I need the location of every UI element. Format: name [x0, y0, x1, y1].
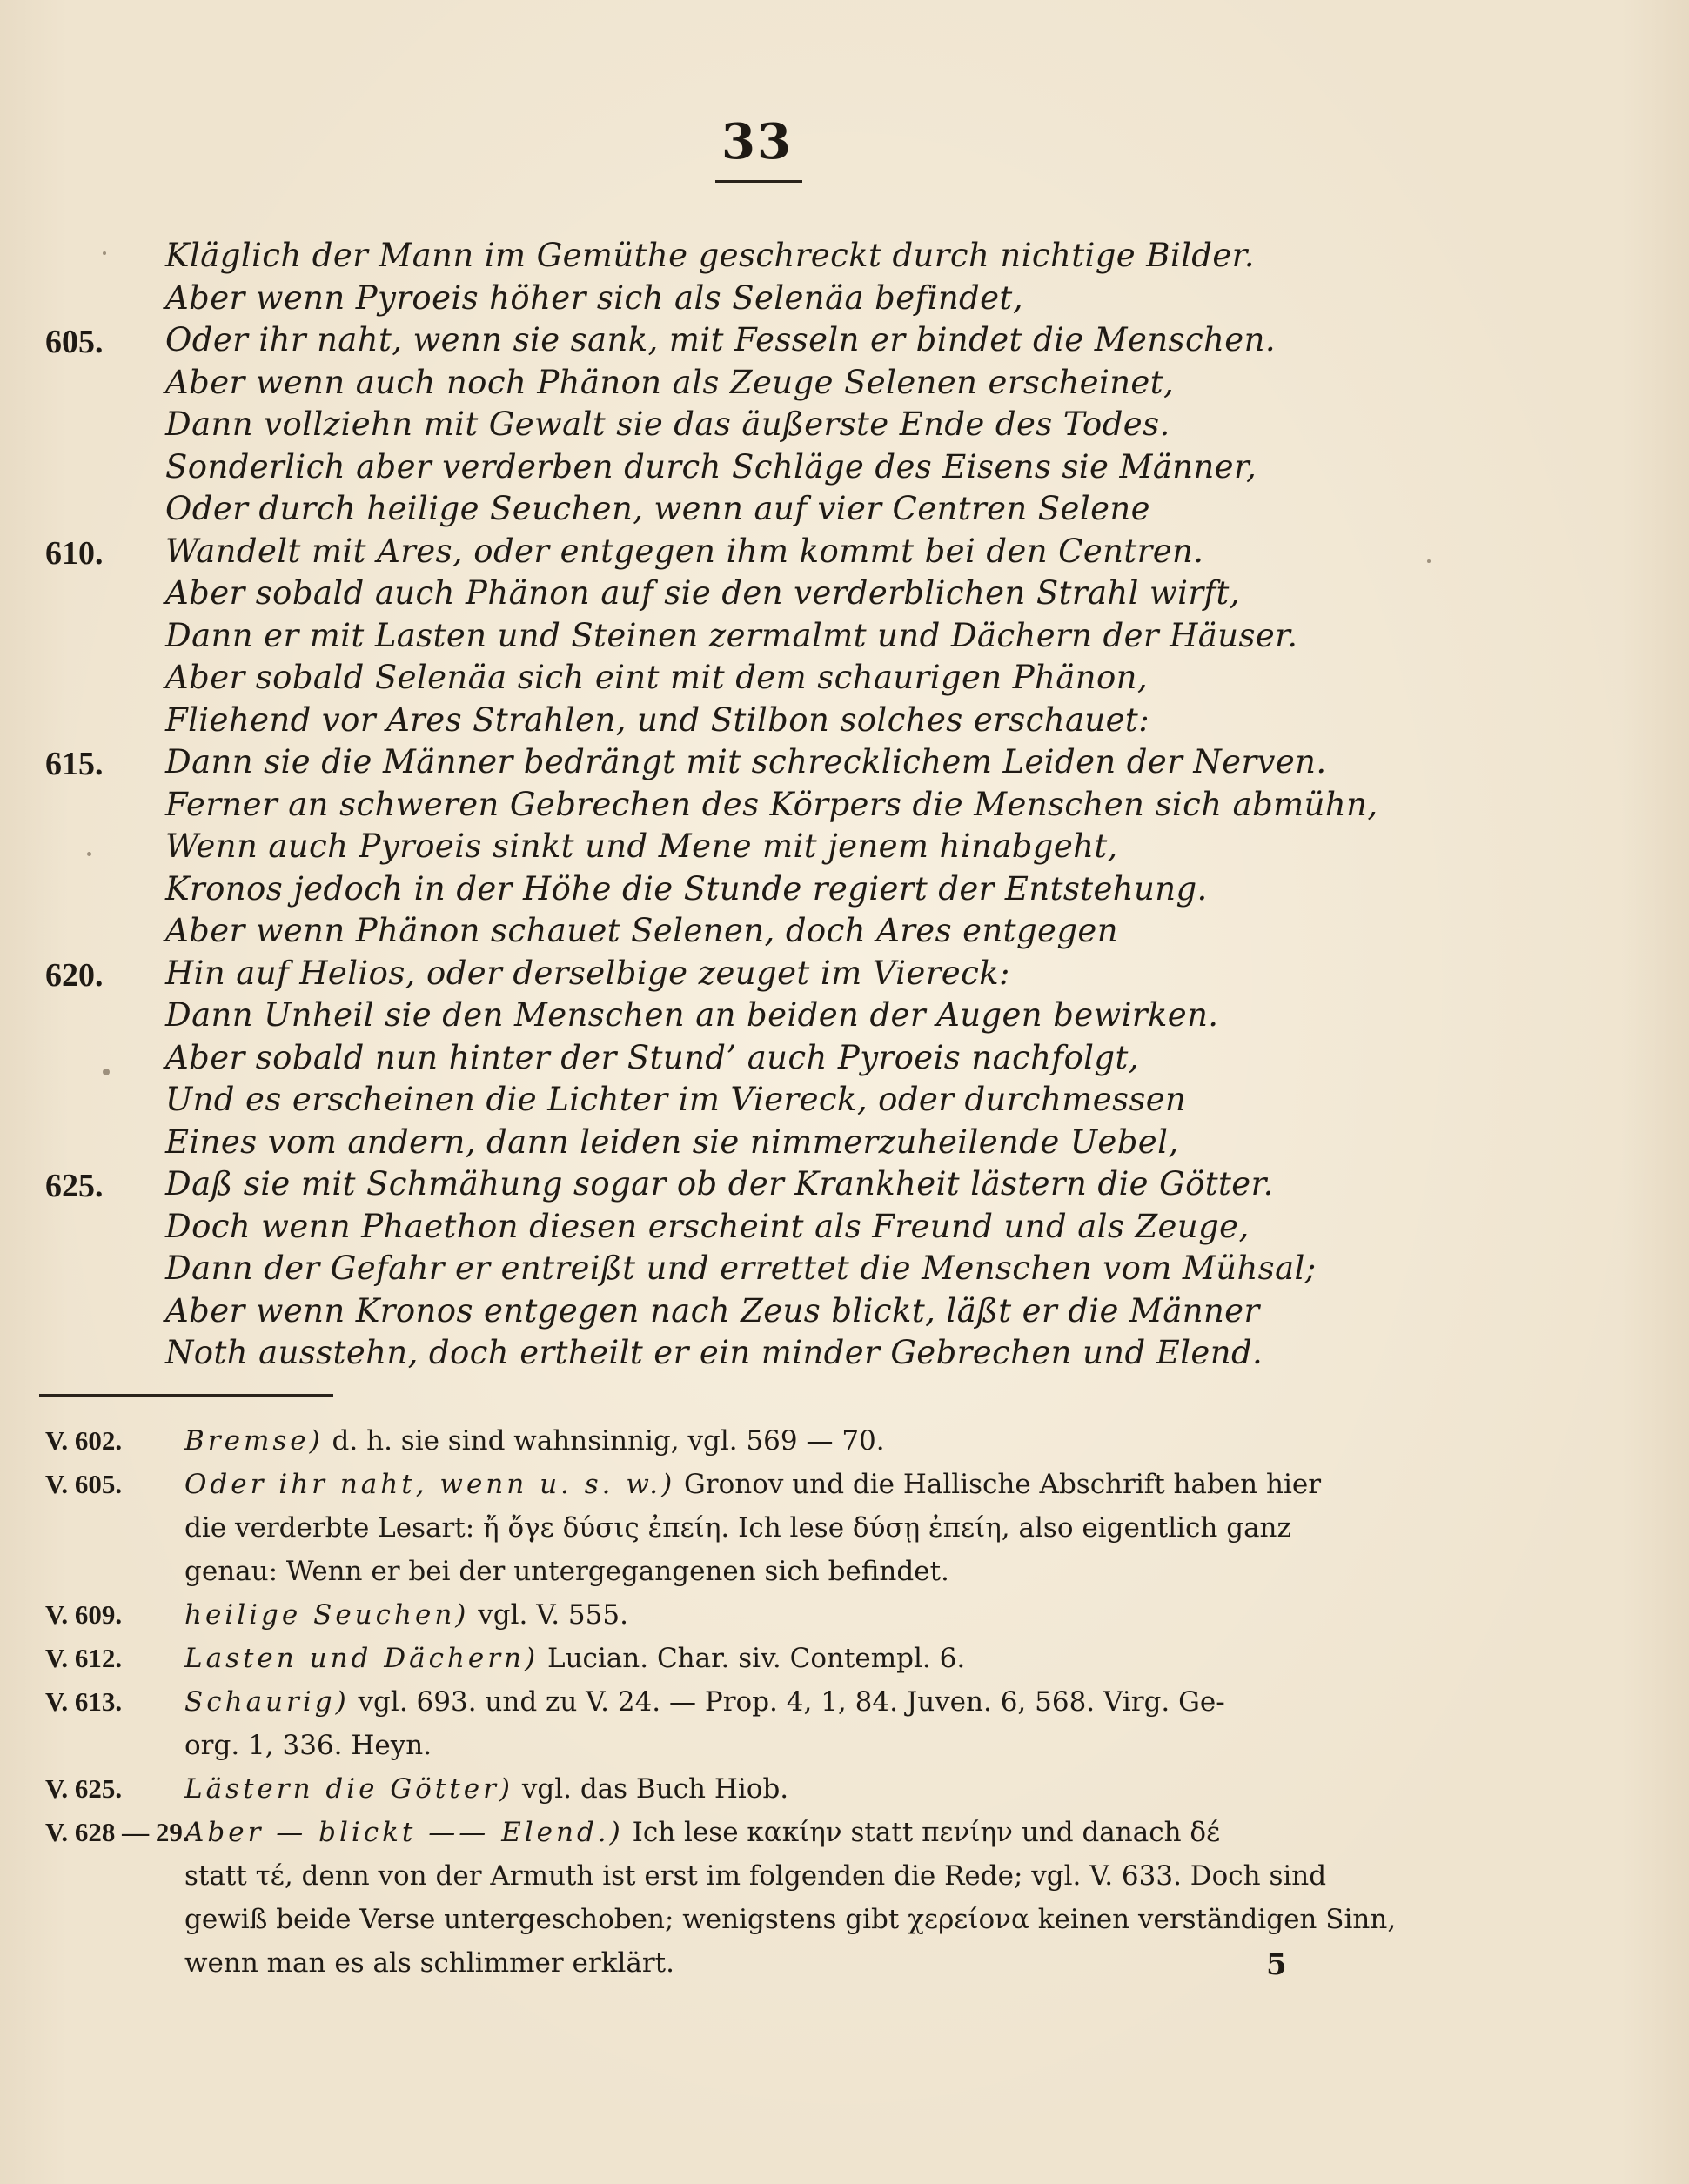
- footnote-body: wenn man es als schlimmer erklärt.: [184, 1947, 674, 1979]
- verse-line: [0, 1037, 1689, 1080]
- verse-text: Aber wenn Phänon schauet Selenen, doch Ares entgegen: [165, 912, 1118, 949]
- footnote-line: [0, 1899, 1689, 1942]
- footnote-text: [184, 1512, 1472, 1544]
- footnote-body: genau: Wenn er bei der untergegangenen sich befindet.: [184, 1556, 949, 1587]
- paper-speck: [103, 251, 106, 255]
- verse-text: Aber sobald auch Phänon auf sie den verderblichen Strahl wirft,: [165, 574, 1240, 612]
- verse-line: [0, 784, 1689, 827]
- footnote-body: die verderbte Lesart: ἤ ὄγε δύσις ἐπείη. Ich lese δύσῃ ἐπείη, also eigentlich ganz: [184, 1512, 1291, 1544]
- verse-text: Sonderlich aber verderben durch Schläge des Eisens sie Männer,: [165, 447, 1257, 486]
- footnote-line: [0, 1681, 1689, 1725]
- verse-text: Daß sie mit Schmähung sogar ob der Krankheit lästern die Götter.: [165, 1165, 1274, 1203]
- verse-line: [0, 1332, 1689, 1375]
- footnote-lemma: heilige Seuchen): [184, 1599, 470, 1631]
- footnote-text: [184, 1817, 1472, 1848]
- footnotes: [0, 1420, 1689, 1986]
- verse-text: Doch wenn Phaethon diesen erscheint als Freund und als Zeuge,: [165, 1207, 1250, 1245]
- footnote-line: [0, 1768, 1689, 1812]
- verse-text: Noth ausstehn, doch ertheilt er ein minder Gebrechen und Elend.: [165, 1334, 1263, 1371]
- footnote-reference: V. 609.: [45, 1599, 123, 1630]
- verse-text: Oder ihr naht, wenn sie sank, mit Fesseln er bindet die Menschen.: [165, 321, 1276, 358]
- footnote-text: [184, 1643, 1472, 1674]
- verse-text: Ferner an schweren Gebrechen des Körpers die Menschen sich abmühn,: [165, 785, 1378, 823]
- footnote-text: [184, 1425, 1472, 1457]
- verse-text: Aber wenn auch noch Phänon als Zeuge Selenen erscheinet,: [165, 363, 1175, 401]
- verse-text: Fliehend vor Ares Strahlen, und Stilbon solches erschauet:: [165, 700, 1150, 739]
- footnote-line: [0, 1812, 1689, 1855]
- footnote-reference: V. 602.: [45, 1425, 123, 1456]
- footnote-body: Gronov und die Hallische Abschrift haben hier: [675, 1469, 1322, 1500]
- footnote-body: org. 1, 336. Heyn.: [184, 1730, 432, 1761]
- footnote-lemma: Schaurig): [184, 1686, 350, 1718]
- verse-text: Eines vom andern, dann leiden sie nimmerzuheilende Uebel,: [165, 1122, 1179, 1161]
- footnote-reference: V. 625.: [45, 1773, 123, 1804]
- footnote-line: [0, 1855, 1689, 1899]
- footnote-lemma: Oder ihr naht, wenn u. s. w.): [184, 1469, 676, 1500]
- verse-text: Aber wenn Kronos entgegen nach Zeus blickt, läßt er die Männer: [165, 1291, 1260, 1330]
- verse-text: Aber sobald Selenäa sich eint mit dem schaurigen Phänon,: [165, 659, 1149, 696]
- footnote-body: statt τέ, denn von der Armuth ist erst im folgenden die Rede; vgl. V. 633. Doch sind: [184, 1860, 1327, 1892]
- footnote-line: [0, 1638, 1689, 1681]
- verse-number: 610.: [45, 534, 104, 572]
- footnote-text: [184, 1556, 1472, 1587]
- page-number-rule: [715, 180, 802, 183]
- footnote-reference: V. 628 — 29.: [45, 1817, 190, 1847]
- verse-line: [0, 868, 1689, 911]
- footnote-line: [0, 1942, 1689, 1986]
- verse-text: Kläglich der Mann im Gemüthe geschreckt durch nichtige Bilder.: [165, 237, 1255, 274]
- footnote-separator: [39, 1394, 333, 1397]
- paper-speck: [1427, 559, 1431, 563]
- verse-number: 620.: [45, 956, 104, 994]
- verse-text: Hin auf Helios, oder derselbige zeuget im Viereck:: [165, 954, 1010, 992]
- footnote-text: [184, 1730, 1472, 1761]
- footnote-line: [0, 1594, 1689, 1638]
- verse-number: 625.: [45, 1168, 104, 1204]
- footnote-lemma: Lästern die Götter): [184, 1773, 513, 1805]
- footnote-body: Lucian. Char. siv. Contempl. 6.: [539, 1643, 966, 1674]
- footnote-text: [184, 1904, 1472, 1935]
- footnote-text: [184, 1469, 1472, 1500]
- verse-line: [0, 1079, 1689, 1122]
- verse-line: [0, 995, 1689, 1037]
- verse-text: Kronos jedoch in der Höhe die Stunde regiert der Entstehung.: [165, 869, 1208, 908]
- footnote-body: gewiß beide Verse untergeschoben; wenigstens gibt χερείονα keinen verständigen Sinn,: [184, 1904, 1397, 1935]
- verse-line: [0, 235, 1689, 278]
- verse-text: Dann vollziehn mit Gewalt sie das äußerste Ende des Todes.: [165, 405, 1170, 443]
- paper-speck: [87, 852, 91, 856]
- paper-speck: [103, 1069, 110, 1075]
- verse-line: [0, 657, 1689, 700]
- verse-text: Aber wenn Pyroeis höher sich als Selenäa befindet,: [165, 278, 1023, 317]
- verse-number: 605.: [45, 324, 104, 360]
- verse-line: [0, 826, 1689, 868]
- verse-text: Dann Unheil sie den Menschen an beiden der Augen bewirken.: [165, 996, 1219, 1034]
- verse-text: Dann sie die Männer bedrängt mit schrecklichem Leiden der Nerven.: [165, 743, 1327, 780]
- footnote-reference: V. 613.: [45, 1686, 123, 1717]
- verse-text: Oder durch heilige Seuchen, wenn auf vier Centren Selene: [165, 490, 1150, 527]
- verse-line: [0, 531, 1689, 573]
- verse-line: [0, 1290, 1689, 1333]
- verse-text: Dann der Gefahr er entreißt und errettet die Menschen vom Mühsal;: [165, 1249, 1317, 1287]
- footnote-reference: V. 605.: [45, 1469, 123, 1499]
- footnote-body: vgl. 693. und zu V. 24. — Prop. 4, 1, 84. Juven. 6, 568. Virg. Ge-: [349, 1686, 1225, 1718]
- verse-line: [0, 362, 1689, 405]
- footnote-lemma: Bremse): [184, 1425, 324, 1457]
- verse-line: [0, 1206, 1689, 1249]
- footnote-text: [184, 1860, 1472, 1892]
- verse-line: [0, 741, 1689, 784]
- footnote-text: [184, 1599, 1472, 1631]
- verse-line: [0, 319, 1689, 362]
- verse-line: [0, 446, 1689, 489]
- verse-block: [0, 235, 1689, 1375]
- footnote-line: [0, 1725, 1689, 1768]
- verse-line: [0, 953, 1689, 995]
- verse-line: [0, 404, 1689, 446]
- page-number: 33: [721, 113, 793, 171]
- footnote-text: [184, 1686, 1472, 1718]
- verse-line: [0, 573, 1689, 615]
- verse-text: Und es erscheinen die Lichter im Viereck, oder durchmessen: [165, 1081, 1187, 1118]
- verse-line: [0, 488, 1689, 531]
- verse-text: Wenn auch Pyroeis sinkt und Mene mit jenem hinabgeht,: [165, 827, 1118, 865]
- verse-line: [0, 615, 1689, 658]
- verse-line: [0, 1248, 1689, 1290]
- footnote-body: Ich lese κακίην statt πενίην und danach δέ: [623, 1817, 1221, 1848]
- footnote-line: [0, 1507, 1689, 1551]
- verse-line: [0, 278, 1689, 320]
- signature-mark: 5: [1266, 1947, 1287, 1982]
- verse-line: [0, 910, 1689, 953]
- verse-text: Dann er mit Lasten und Steinen zermalmt und Dächern der Häuser.: [165, 616, 1298, 654]
- footnote-lemma: Aber — blickt —— Elend.): [184, 1817, 624, 1848]
- footnote-body: vgl. V. 555.: [469, 1599, 628, 1631]
- verse-line: [0, 1122, 1689, 1164]
- verse-line: [0, 1163, 1689, 1206]
- footnote-body: vgl. das Buch Hiob.: [513, 1773, 789, 1805]
- verse-text: Wandelt mit Ares, oder entgegen ihm kommt bei den Centren.: [165, 532, 1204, 570]
- footnote-line: [0, 1551, 1689, 1594]
- verse-line: [0, 700, 1689, 742]
- footnote-line: [0, 1420, 1689, 1464]
- footnote-body: d. h. sie sind wahnsinnig, vgl. 569 — 70.: [323, 1425, 885, 1457]
- verse-number: 615.: [45, 746, 104, 782]
- footnote-reference: V. 612.: [45, 1643, 123, 1673]
- footnote-lemma: Lasten und Dächern): [184, 1643, 540, 1674]
- footnote-text: [184, 1773, 1472, 1805]
- verse-text: Aber sobald nun hinter der Stund’ auch Pyroeis nachfolgt,: [165, 1038, 1139, 1076]
- footnote-line: [0, 1464, 1689, 1507]
